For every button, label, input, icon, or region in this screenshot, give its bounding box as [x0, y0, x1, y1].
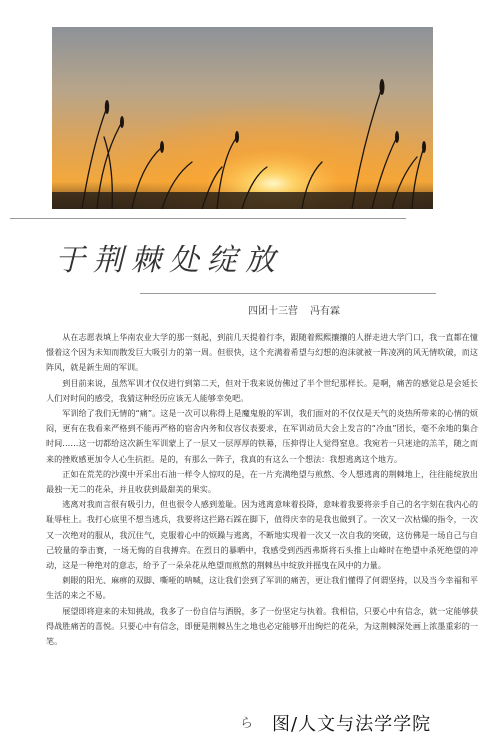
paragraph: 正如在荒芜的沙漠中开采出石油一样令人惊叹的是，在一片充满绝望与煎熬、令人想逃离的荆棘地上，往往能绽放出最独一无二的花朵，并且收获到最甜美的果实。 — [46, 468, 478, 495]
hero-photo — [52, 27, 433, 209]
byline — [248, 302, 340, 317]
author-name: 冯有霖 — [310, 306, 340, 317]
paragraph: 展望即将迎来的未知挑战，我多了一份自信与洒脱，多了一份坚定与执着。我相信，只要心中有信念，就一定能够获得战胜痛苦的喜悦。只要心中有信念，即便是荆棘丛生之地也必定能够开出绚烂的花朵，为这荆棘深处画上浓墨重彩的一笔。 — [46, 605, 478, 647]
paragraph: 到目前来说，虽然军训才仅仅进行到第二天，但对于我来说仿佛过了半个世纪那样长。是啊，痛苦的感觉总是会延长人们对时间的感受，我猜这种经历应该无人能够幸免吧。 — [46, 377, 478, 403]
author-unit: 四团十三营 — [248, 306, 298, 317]
article-title: 于荆棘处绽放 — [55, 243, 283, 278]
photo-credit: 图/人文与法学学院 — [272, 714, 432, 735]
decorative-mark: ら — [240, 716, 254, 731]
title-divider — [140, 293, 436, 294]
article-body — [46, 330, 478, 649]
paragraph: 逃离对我而言很有吸引力，但也很令人感到羞耻。因为逃离意味着投降，意味着我要将亲手自己的名字刻在我内心的耻辱柱上。我打心底里不想当逃兵，我要将这拦路石踩在脚下，值得庆幸的是我也做到了。一次又一次枯燥的指令，一次又一次绝对的服从，我沉住气，克服着心中的烦躁与逃离，不断地实现着一次又一次自我的突破，这仿佛是一场自己与自己较量的拳击赛，一场无悔的自我搏弈。在烈日的暴晒中，我感受到西西弗斯将石头推上山峰时在绝望中杀死绝望的冲动，这是一种绝对的意志，给予了一朵朵花从绝望而煎熬的荆棘丛中绽放并摇曳在风中的力量。 — [46, 499, 478, 571]
sunset-grass-image — [52, 27, 433, 209]
paragraph: 从在志愿表填上华南农业大学的那一刻起，到前几天提着行李，跟随着熙熙攘攘的人群走进大学门口，我一直都在憧憬着这个因为未知而散发巨大吸引力的第一周。但很快，这个充满着希望与幻想的泡沫就被一阵凌冽的风无情吹破，而这阵风，就是新生周的军训。 — [46, 332, 478, 373]
top-divider — [10, 218, 406, 219]
paragraph: 刺眼的阳光、麻痹的双脚、嘶哑的呐喊，这让我们尝到了军训的痛苦，更让我们懂得了何谓坚持，以及当今幸福和平生活的来之不易。 — [46, 575, 478, 601]
paragraph: 军训给了我们无情的“痛”。这是一次可以称得上是魔鬼般的军训，我们面对的不仅仅是天气的炎热所带来的心情的烦闷，更有在我看来严格到不能再严格的宿舍内务和仪容仪表要求，在军训动员大会上发言的“冷血”团长，毫不余地的集合时间……这一切都给这次新生军训蒙上了一层又一层厚厚的铁幕，压抑得让人觉得窒息。我宛若一只迷途的羔羊，随之而来的挫败感更加令人心生抗拒。是的，有那么一阵子，我真的有这么一个想法：我想逃离这个地方。 — [46, 408, 478, 464]
